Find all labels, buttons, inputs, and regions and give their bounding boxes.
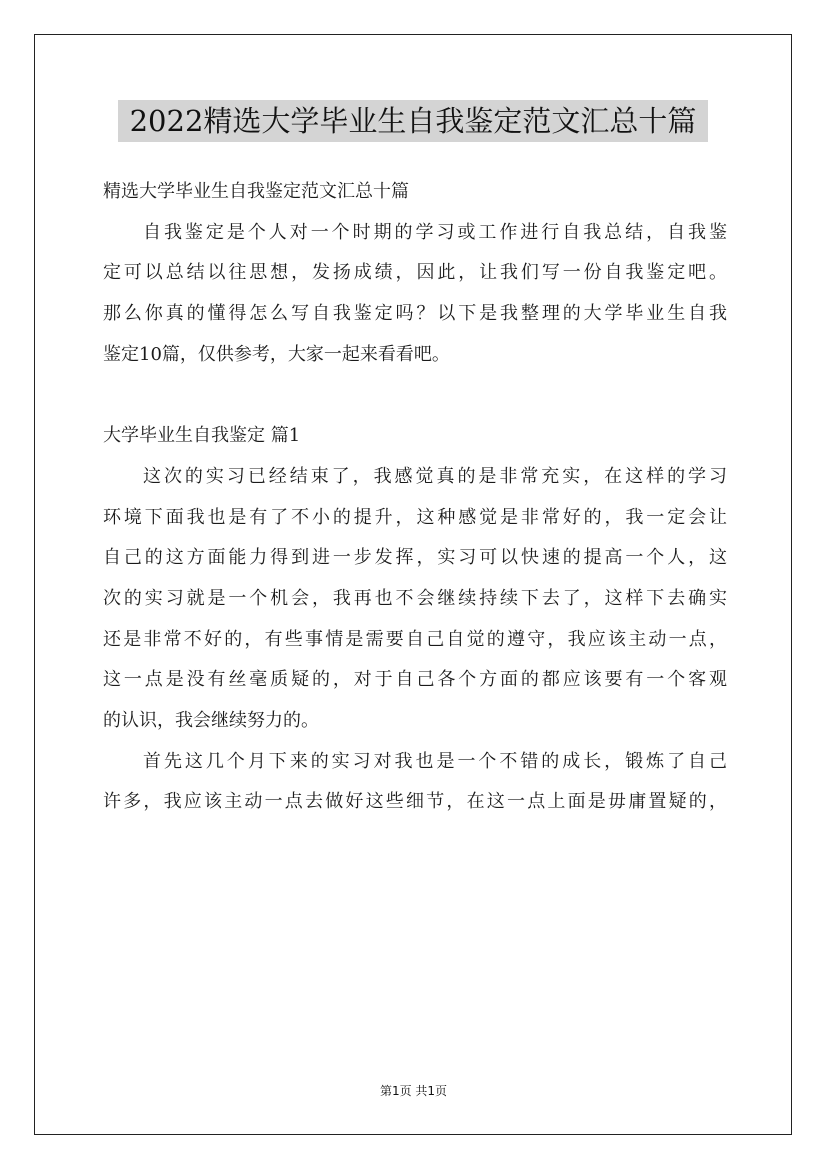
paragraph-line: 还是非常不好的，有些事情是需要自己自觉的遵守，我应该主动一点， (103, 628, 727, 650)
page-number: 第1页 共1页 (379, 1084, 448, 1098)
paragraph-line: 这次的实习已经结束了，我感觉真的是非常充实，在这样的学习 (143, 465, 727, 487)
document-title: 2022精选大学毕业生自我鉴定范文汇总十篇 (118, 100, 708, 142)
intro-line: 定可以总结以往思想，发扬成绩，因此，让我们写一份自我鉴定吧。 (103, 262, 727, 284)
paragraph-line: 这一点是没有丝毫质疑的，对于自己各个方面的都应该要有一个客观 (103, 669, 727, 691)
subtitle: 精选大学毕业生自我鉴定范文汇总十篇 (103, 181, 409, 202)
paragraph-line: 首先这几个月下来的实习对我也是一个不错的成长，锻炼了自己 (143, 750, 727, 772)
intro-line: 那么你真的懂得怎么写自我鉴定吗？以下是我整理的大学毕业生自我 (103, 303, 727, 325)
paragraph-line: 自己的这方面能力得到进一步发挥，实习可以快速的提高一个人，这 (103, 547, 727, 569)
paragraph-line: 许多，我应该主动一点去做好这些细节，在这一点上面是毋庸置疑的， (103, 791, 727, 813)
intro-line: 鉴定10篇，仅供参考，大家一起来看看吧。 (103, 343, 450, 365)
paragraph-line: 环境下面我也是有了不小的提升，这种感觉是非常好的，我一定会让 (103, 506, 727, 528)
paragraph-line: 的认识，我会继续努力的。 (103, 709, 319, 731)
intro-line: 自我鉴定是个人对一个时期的学习或工作进行自我总结，自我鉴 (143, 221, 727, 243)
document-body (103, 172, 727, 823)
section-heading: 大学毕业生自我鉴定 篇1 (103, 425, 301, 447)
blank-line (103, 375, 727, 416)
paragraph-line: 次的实习就是一个机会，我再也不会继续持续下去了，这样下去确实 (103, 587, 727, 609)
